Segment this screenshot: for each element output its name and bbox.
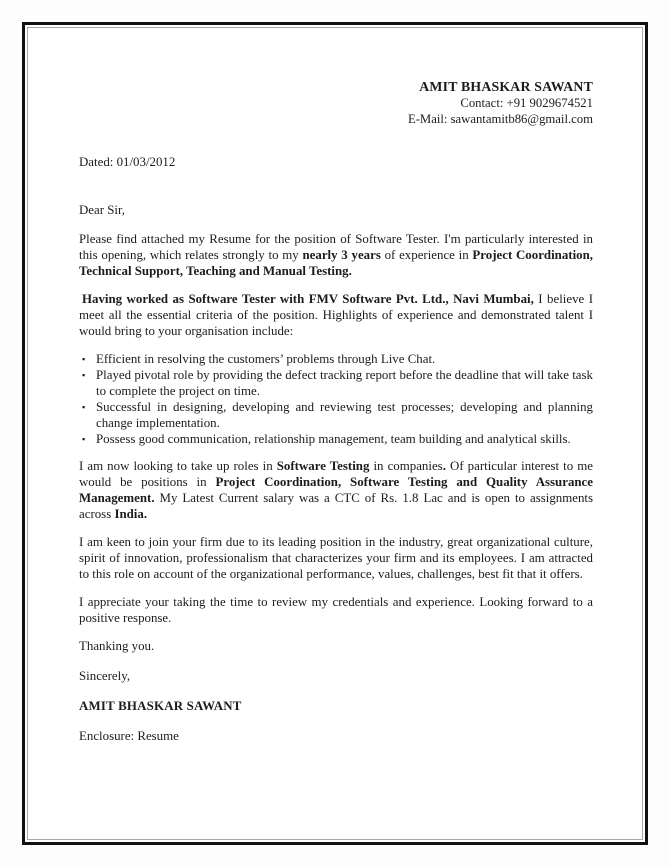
bullet-text: Successful in designing, developing and reviewing test processes; developing and planning change implementation. (96, 400, 593, 430)
square-bullet-icon: ▪ (82, 354, 86, 364)
thanking-line: Thanking you. (79, 639, 155, 653)
paragraph-experience (79, 291, 593, 339)
text-segment: I am now looking to take up roles in (79, 459, 277, 473)
paragraph-intro (79, 231, 593, 279)
text-segment-bold: Project Coordination, Technical Support, Teaching and Manual Testing. (79, 248, 593, 278)
sender-name: AMIT BHASKAR SAWANT (419, 79, 593, 94)
text-segment-bold: . (442, 459, 446, 473)
text-segment-bold: Software Testing (276, 459, 370, 473)
salutation: Dear Sir, (79, 203, 126, 217)
highlights-list (79, 351, 593, 447)
square-bullet-icon: ▪ (82, 402, 86, 412)
text-segment-bold: India. (114, 507, 148, 521)
text-segment-bold: Having worked as Software Tester with FMV Software Pvt. Ltd., Navi Mumbai, (82, 292, 534, 306)
sender-email: E-Mail: sawantamitb86@gmail.com (407, 112, 593, 126)
letter-content (25, 25, 645, 758)
text-segment: of experience in (380, 248, 473, 262)
sender-contact: Contact: +91 9029674521 (460, 96, 593, 110)
signature-name: AMIT BHASKAR SAWANT (79, 699, 242, 713)
bullet-text: Played pivotal role by providing the defect tracking report before the deadline that will take task to complete the project on time. (96, 368, 593, 398)
bullet-text: Efficient in resolving the customers’ problems through Live Chat. (96, 352, 436, 366)
text-segment-bold: nearly 3 years (302, 248, 381, 262)
date-line: Dated: 01/03/2012 (79, 155, 176, 169)
text-segment: Of particular interest to me would be positions in (79, 459, 593, 489)
text-segment: in companies (369, 459, 443, 473)
letter-header (79, 79, 593, 127)
page-border-frame (22, 22, 648, 845)
paragraph-motivation: I am keen to join your firm due to its leading position in the industry, great organizational culture, spirit of innovation, professionalism that characterizes your firm and its employees. I am attracted to this role on account of the organizational performance, values, challenges, best fit that it offers. (79, 535, 593, 581)
bullet-text: Possess good communication, relationship management, team building and analytical skills. (96, 432, 571, 446)
paragraph-roles (79, 458, 593, 522)
text-segment: My Latest Current salary was a CTC of Rs. 1.8 Lac and is open to assignments across (79, 491, 593, 521)
square-bullet-icon: ▪ (82, 434, 86, 444)
list-item (79, 351, 593, 367)
text-segment-bold: Project Coordination, Software Testing and Quality Assurance Management. (79, 475, 593, 505)
list-item (79, 367, 593, 399)
paragraph-appreciation: I appreciate your taking the time to review my credentials and experience. Looking forward to a positive response. (79, 595, 593, 625)
sincerely-line: Sincerely, (79, 669, 131, 683)
text-segment: Please find attached my Resume for the position of Software Tester. I'm particularly interested in this opening, which relates strongly to my (79, 232, 593, 262)
square-bullet-icon: ▪ (82, 370, 86, 380)
list-item (79, 431, 593, 447)
enclosure-line: Enclosure: Resume (79, 729, 179, 743)
text-segment: I believe I meet all the essential criteria of the position. Highlights of experience and demonstrated talent I would bring to your organisation include: (79, 292, 593, 338)
list-item (79, 399, 593, 431)
